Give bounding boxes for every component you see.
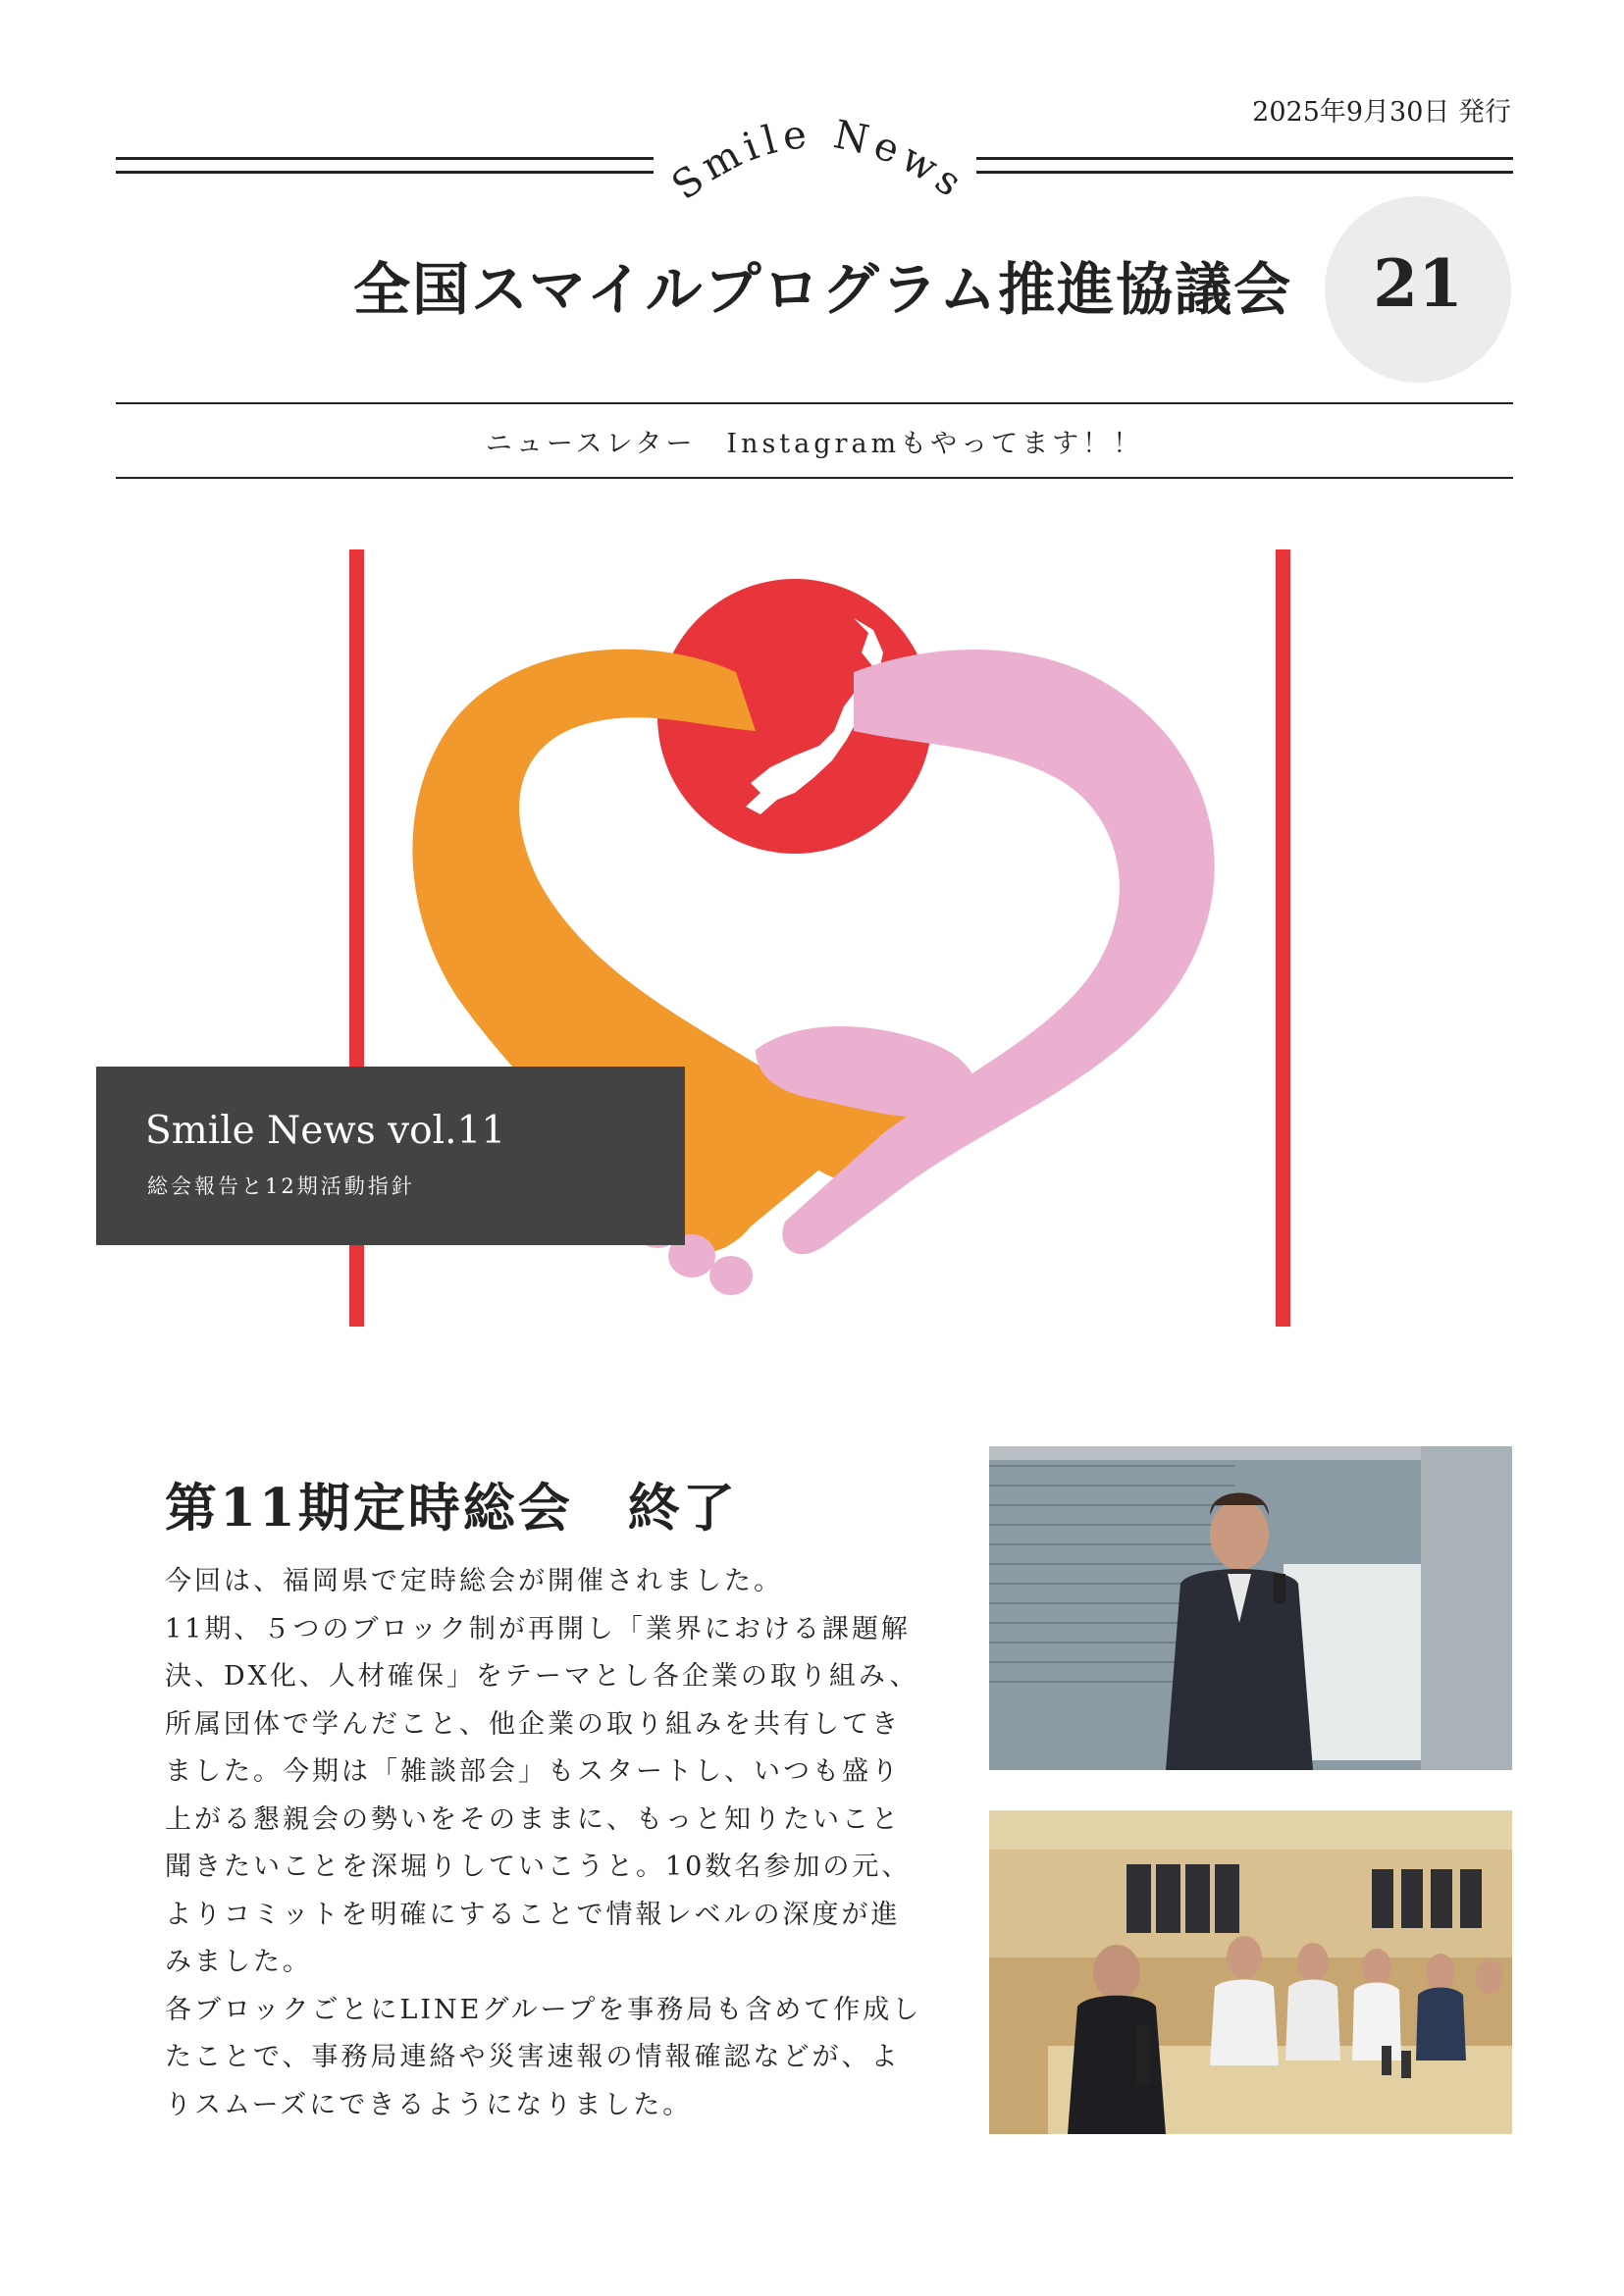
header-rule-left-bottom <box>116 171 654 174</box>
tagline-rule-top <box>116 402 1513 404</box>
cover-subtitle: 総会報告と12期活動指針 <box>147 1174 415 1198</box>
article-line: 11期、５つのブロック制が再開し「業界における課題解 <box>165 1613 911 1644</box>
article-line: 所属団体で学んだこと、他企業の取り組みを共有してき <box>165 1708 901 1740</box>
header-rule-left-top <box>116 157 654 160</box>
masthead-title: Smile News <box>663 111 974 210</box>
tagline: ニュースレター Instagramもやってます！！ <box>485 429 1144 459</box>
issue-date: 2025年9月30日 発行 <box>1252 97 1511 128</box>
speaker-photo <box>989 1446 1512 1770</box>
article-headline: 第11期定時総会 終了 <box>165 1478 738 1539</box>
article-line: 決、DX化、人材確保」をテーマとし各企業の取り組み、 <box>165 1661 919 1692</box>
article-line: 各ブロックごとにLINEグループを事務局も含めて作成し <box>165 1994 922 2025</box>
article-line: りスムーズにできるようになりました。 <box>165 2089 693 2120</box>
article-line: 上がる懇親会の勢いをそのままに、もっと知りたいこと <box>165 1803 901 1835</box>
masthead-arc <box>648 78 981 216</box>
header-rule-right-top <box>976 157 1513 160</box>
red-bar-right <box>1276 549 1290 1327</box>
cover-title: Smile News vol.11 <box>145 1109 506 1153</box>
cover-title-box <box>96 1067 685 1245</box>
article-line: たことで、事務局連絡や災害速報の情報確認などが、よ <box>165 2042 901 2072</box>
tagline-rule-bottom <box>116 477 1513 479</box>
article-line: よりコミットを明確にすることで情報レベルの深度が進 <box>165 1899 901 1930</box>
article-body <box>165 1558 922 2129</box>
article-line: 聞きたいことを深堀りしていこうと。10数名参加の元、 <box>165 1852 912 1882</box>
article-line: みました。 <box>165 1947 312 1977</box>
dinner-party-photo <box>989 1810 1512 2134</box>
article-line: 今回は、福岡県で定時総会が開催されました。 <box>165 1566 783 1596</box>
article-line: ました。今期は「雑談部会」もスタートし、いつも盛り <box>165 1756 901 1787</box>
svg-text:Smile News <box>663 112 973 209</box>
issue-number: 21 <box>1373 245 1463 322</box>
header-rule-right-bottom <box>976 171 1513 174</box>
organization-name: 全国スマイルプログラム推進協議会 <box>353 256 1293 323</box>
